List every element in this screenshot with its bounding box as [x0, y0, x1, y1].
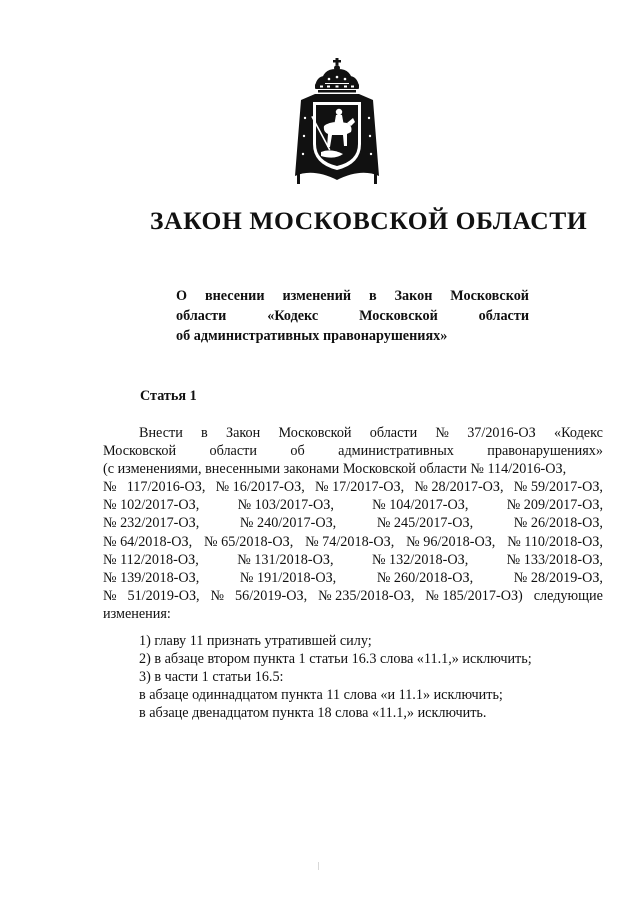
body-word: № 209/2017-ОЗ,: [506, 497, 603, 514]
body-line: [103, 442, 603, 460]
body-word: в: [201, 425, 208, 441]
body-word: № 16/2017-ОЗ,: [215, 479, 305, 496]
body-line: [103, 569, 603, 587]
subject-word: внесении: [204, 288, 265, 304]
body-line: [103, 533, 603, 551]
body-word: Московской: [278, 425, 352, 441]
law-title: ЗАКОН МОСКОВСКОЙ ОБЛАСТИ: [150, 206, 588, 235]
amendment-item: 3) в части 1 статьи 16.5:: [139, 669, 284, 686]
subject-word: области: [478, 308, 529, 324]
body-word: № 245/2017-ОЗ,: [376, 515, 474, 532]
body-word: № 131/2018-ОЗ,: [237, 551, 334, 568]
body-word: изменения:: [103, 605, 171, 622]
body-line: [103, 460, 603, 478]
body-word: № 103/2017-ОЗ,: [237, 497, 334, 514]
subject-word: Московской: [450, 288, 529, 304]
body-word: № 104/2017-ОЗ,: [372, 497, 469, 514]
body-word: № 17/2017-ОЗ,: [314, 479, 405, 496]
body-word: № 110/2018-ОЗ,: [507, 533, 603, 550]
body-word: области: [369, 425, 418, 441]
subject-line: [176, 286, 529, 306]
body-word: следующие: [533, 587, 603, 604]
subject-word: области: [176, 308, 227, 324]
body-word: № 96/2018-ОЗ,: [406, 533, 496, 550]
amendment-item: в абзаце одиннадцатом пункта 11 слова «и 11.1» исключить;: [139, 687, 503, 704]
coat-of-arms-icon: [291, 56, 383, 188]
body-word: № 64/2018-ОЗ,: [103, 533, 193, 550]
body-word: 51/2019-ОЗ,: [127, 587, 200, 604]
body-word: № 235/2018-ОЗ,: [318, 587, 415, 604]
body-word: 37/2016-ОЗ: [467, 425, 536, 441]
subject-word: Закон: [394, 288, 433, 304]
amendment-item: 1) главу 11 признать утратившей силу;: [139, 633, 372, 649]
article-heading: Статья 1: [140, 388, 197, 404]
body-word: Закон: [225, 425, 261, 441]
body-word: «Кодекс: [554, 425, 603, 441]
body-word: №: [103, 479, 117, 496]
body-word: № 28/2019-ОЗ,: [513, 569, 603, 586]
body-word: № 112/2018-ОЗ,: [103, 551, 199, 568]
body-line: [103, 605, 603, 623]
amendment-item: в абзаце двенадцатом пункта 18 слова «11.1,» исключить.: [139, 705, 487, 722]
body-line: [103, 551, 603, 569]
amendment-item: 2) в абзаце втором пункта 1 статьи 16.3 слова «11.1,» исключить;: [139, 651, 532, 668]
body-word: № 232/2017-ОЗ,: [103, 515, 200, 532]
subject-word: О: [176, 288, 188, 304]
subject-word: изменений: [282, 288, 352, 304]
body-word: № 185/2017-ОЗ): [425, 587, 523, 604]
amendment-list: [139, 632, 532, 722]
body-word: №: [210, 587, 225, 604]
body-word: №: [103, 587, 117, 604]
body-line: [103, 496, 603, 514]
body-word: № 240/2017-ОЗ,: [239, 515, 337, 532]
body-word: Московской: [103, 443, 177, 460]
body-word: № 74/2018-ОЗ,: [305, 533, 395, 550]
body-word: административных: [338, 443, 454, 460]
body-word: № 102/2017-ОЗ,: [103, 497, 200, 514]
body-word: Внести: [139, 425, 183, 441]
body-line: [103, 424, 603, 442]
body-word: об: [290, 443, 305, 460]
body-word: № 65/2018-ОЗ,: [204, 533, 294, 550]
body-word: области: [209, 443, 257, 460]
subject-word: «Кодекс: [267, 308, 319, 324]
article-body: [103, 424, 603, 623]
body-word: 56/2019-ОЗ,: [235, 587, 308, 604]
body-line: [103, 514, 603, 532]
body-word: (с изменениями, внесенными законами Московской области № 114/2016-ОЗ,: [103, 461, 567, 478]
body-word: № 28/2017-ОЗ,: [414, 479, 504, 496]
body-word: № 139/2018-ОЗ,: [103, 569, 200, 586]
subject-word: Московской: [359, 308, 438, 324]
scan-artifact: [318, 862, 319, 870]
body-word: № 133/2018-ОЗ,: [506, 551, 603, 568]
body-line: [103, 587, 603, 605]
body-word: № 191/2018-ОЗ,: [239, 569, 337, 586]
subject-line: [176, 326, 529, 346]
body-word: 117/2016-ОЗ,: [126, 479, 206, 496]
body-word: № 59/2017-ОЗ,: [513, 479, 603, 496]
body-word: № 132/2018-ОЗ,: [371, 551, 469, 568]
law-subject: [176, 286, 529, 346]
subject-line: [176, 306, 529, 326]
subject-word: в: [368, 288, 377, 304]
body-word: №: [435, 425, 449, 441]
body-word: правонарушениях»: [487, 443, 603, 460]
subject-word: об административных правонарушениях»: [176, 328, 448, 344]
body-word: № 26/2018-ОЗ,: [513, 515, 603, 532]
body-word: № 260/2018-ОЗ,: [376, 569, 474, 586]
body-line: [103, 478, 603, 496]
